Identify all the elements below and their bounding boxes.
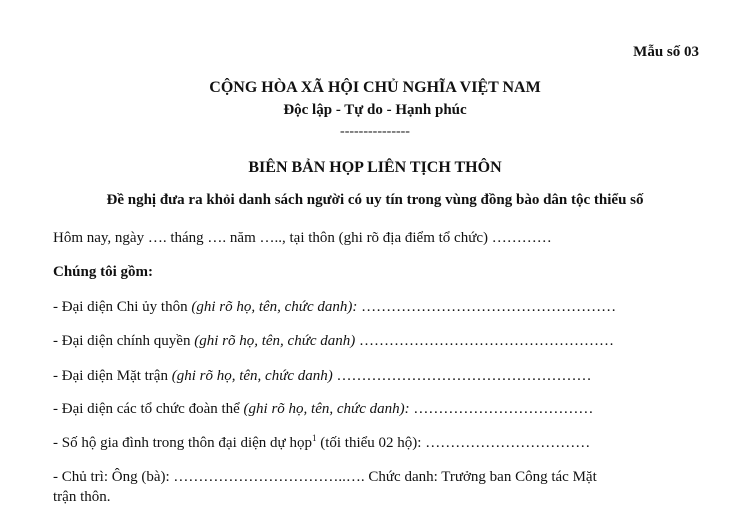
document-subtitle: Đề nghị đưa ra khỏi danh sách người có uy tín trong vùng đồng bào dân tộc thiểu số bbox=[106, 192, 644, 208]
gov-dots: …………………………………………… bbox=[355, 333, 615, 349]
footnote-marker: 1 bbox=[311, 433, 317, 443]
party-dots: …………………………………………… bbox=[357, 299, 617, 315]
party-representative-line bbox=[53, 299, 616, 316]
form-number: Mẫu số 03 bbox=[633, 44, 699, 60]
document-title: BIÊN BẢN HỌP LIÊN TỊCH THÔN bbox=[248, 159, 502, 176]
households-line bbox=[53, 435, 590, 452]
front-dots: …………………………………………… bbox=[332, 368, 592, 384]
national-motto: Độc lập - Tự do - Hạnh phúc bbox=[283, 102, 467, 118]
government-representative-line bbox=[53, 333, 614, 350]
chair-line: - Chủ trì: Ông (bà): ……………………………..…. Chức danh: Trưởng ban Công tác Mặt bbox=[53, 469, 597, 485]
orgs-label: - Đại diện các tổ chức đoàn thể bbox=[53, 401, 244, 417]
gov-label: - Đại diện chính quyền bbox=[53, 333, 195, 349]
households-text: - Số hộ gia đình trong thôn đại diện dự họp bbox=[53, 435, 312, 451]
orgs-dots: ……………………………… bbox=[409, 401, 594, 417]
households-rest: (tối thiểu 02 hộ): …………………………… bbox=[316, 435, 591, 451]
header-divider: --------------- bbox=[340, 124, 410, 139]
gov-hint: (ghi rõ họ, tên, chức danh) bbox=[194, 333, 356, 349]
orgs-hint: (ghi rõ họ, tên, chức danh): bbox=[243, 401, 410, 417]
country-name: CỘNG HÒA XÃ HỘI CHỦ NGHĨA VIỆT NAM bbox=[209, 79, 541, 96]
members-heading: Chúng tôi gồm: bbox=[53, 264, 154, 280]
front-label: - Đại diện Mặt trận bbox=[53, 368, 172, 384]
front-representative-line bbox=[53, 368, 592, 385]
party-hint: (ghi rõ họ, tên, chức danh): bbox=[191, 299, 358, 315]
chair-line-continued: trận thôn. bbox=[53, 489, 111, 505]
intro-line: Hôm nay, ngày …. tháng …. năm ….., tại thôn (ghi rõ địa điểm tổ chức) ………… bbox=[53, 230, 552, 246]
organizations-representative-line bbox=[53, 401, 593, 418]
party-label: - Đại diện Chi ủy thôn bbox=[53, 299, 192, 315]
front-hint: (ghi rõ họ, tên, chức danh) bbox=[171, 368, 333, 384]
